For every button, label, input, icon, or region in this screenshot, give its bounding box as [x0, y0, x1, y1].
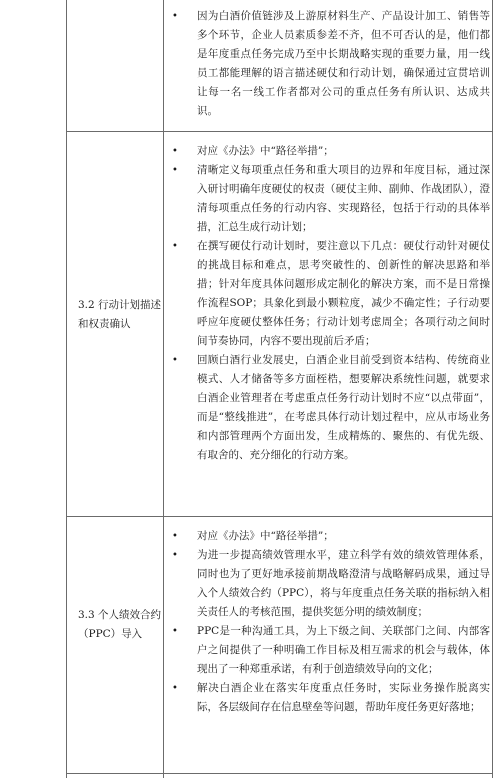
- list-item-text: 回顾白酒行业发展史，白酒企业目前受到资本结构、传统商业模式、人才储备等多方面桎梏，想要解决系统性问题，就要求白酒企业管理者在考虑重点任务行动计划时不应“以点带面”，而是“整线推进”，在考虑具体行动计划过程中，应从市场业务和内部管理两个方面出发，生成精炼的、聚焦的、有优先级、有取舍的、充分细化的行动方案。: [197, 354, 490, 461]
- bullet-list: [172, 142, 490, 465]
- bullet-icon: •: [172, 531, 178, 542]
- bullet-icon: •: [172, 550, 178, 561]
- list-item: [172, 7, 490, 121]
- list-item: [172, 351, 490, 465]
- list-item: [172, 679, 490, 717]
- table-row: [0, 0, 500, 131]
- list-item-text: 解决白酒企业在落实年度重点任务时，实际业务操作脱离实际，各层级间存在信息壁垒等问题，帮助年度任务更好落地；: [197, 682, 490, 713]
- bullet-list: [172, 7, 490, 121]
- row-label: 3.3 个人绩效合约（PPC）导入: [78, 609, 162, 640]
- bullet-icon: •: [172, 241, 178, 252]
- table-row: [0, 131, 500, 516]
- list-item-text: 在撰写硬仗行动计划时，要注意以下几点：硬仗行动针对硬仗的挑战目标和难点，思考突破性的、创新性的解决思路和举措；针对年度具体问题形成定制化的解决方案，而不是日常操作流程SOP；具象化到最小颗粒度，减少不确定性；子行动要呼应年度硬仗整体任务；行动计划考虑周全；各项行动之间时间节奏协同，内容不要出现前后矛盾；: [197, 240, 490, 347]
- table-row: [0, 516, 500, 773]
- list-item-text: 因为白酒价值链涉及上游原材料生产、产品设计加工、销售等多个环节，企业人员素质参差不齐，但不可否认的是，他们都是年度重点任务完成乃至中长期战略实现的重要力量，用一线员工都能理解的语言描述硬仗和行动计划，确保通过宣贯培训让每一名一线工作者都对公司的重点任务有所认识、达成共识。: [197, 10, 490, 117]
- bullet-icon: •: [172, 11, 178, 22]
- bullet-list: [172, 527, 490, 717]
- table-bottom-border: [66, 773, 492, 774]
- list-item: [172, 546, 490, 622]
- bullet-icon: •: [172, 146, 178, 157]
- list-item: [172, 237, 490, 351]
- list-item-text: 为进一步提高绩效管理水平，建立科学有效的绩效管理体系，同时也为了更好地承接前期战略澄清与战略解码成果，通过导入个人绩效合约（PPC），将与年度重点任务关联的指标纳入相关责任人的考核范围，提供奖惩分明的绩效制度；: [197, 549, 490, 618]
- list-item: [172, 142, 490, 161]
- list-item-text: 清晰定义每项重点任务和重大项目的边界和年度目标，通过深入研讨明确年度硬仗的权责（硬仗主帅、副帅、作战团队），澄清每项重点任务的行动内容、实现路径，包括于行动的具体举措，汇总生成行动计划；: [197, 164, 490, 233]
- list-item-text: 对应《办法》中“路径举措”；: [197, 145, 334, 157]
- bullet-icon: •: [172, 626, 178, 637]
- list-item-text: 对应《办法》中“路径举措”；: [197, 530, 334, 542]
- bullet-icon: •: [172, 165, 178, 176]
- bullet-icon: •: [172, 683, 178, 694]
- list-item-text: PPC是一种沟通工具，为上下级之间、关联部门之间、内部客户之间提供了一种明确工作目标及相互需求的机会与载体，体现出了一种郑重承诺，有利于创造绩效导向的文化；: [197, 625, 490, 675]
- list-item: [172, 622, 490, 679]
- list-item: [172, 161, 490, 237]
- list-item: [172, 527, 490, 546]
- bullet-icon: •: [172, 355, 178, 366]
- row-label: 3.2 行动计划描述和权责确认: [78, 299, 162, 330]
